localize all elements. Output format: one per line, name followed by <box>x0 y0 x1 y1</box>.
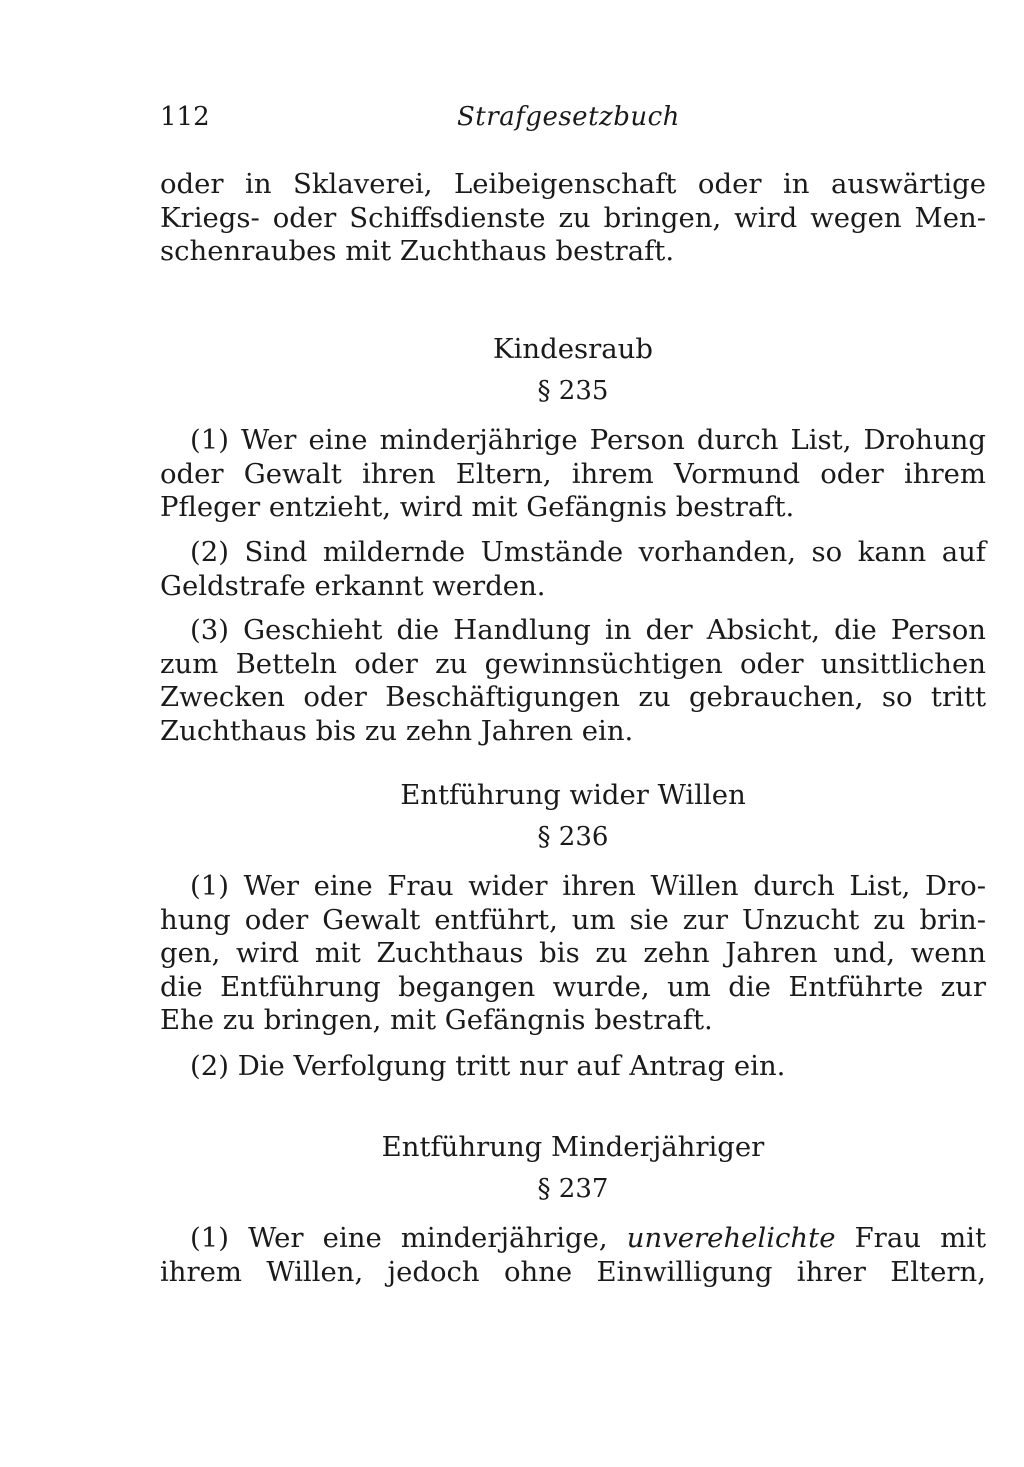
text-line: schenraubes mit Zuchthaus bestraft. <box>160 235 675 268</box>
text-line: Zuchthaus bis zu zehn Jahren ein. <box>160 714 634 747</box>
emphasized-word: unverehelichte <box>626 1222 836 1254</box>
text-line: hung oder Gewalt entführt, um sie zur Unzucht zu brin- <box>160 903 986 936</box>
text-line: Zwecken oder Beschäftigungen zu gebrauchen, so tritt <box>160 681 986 714</box>
text-line: ihrem Willen, jedoch ohne Einwilligung ihrer Eltern, <box>160 1255 986 1288</box>
text-line: (2) Sind mildernde Umstände vorhanden, so kann auf <box>190 536 986 568</box>
text-run: (1) Wer eine minderjährige, <box>190 1222 627 1254</box>
text-line: zum Betteln oder zu gewinnsüchtigen oder unsittlichen <box>160 647 986 680</box>
text-line: Kriegs- oder Schiffsdienste zu bringen, wird wegen Men- <box>160 201 986 234</box>
running-title: Strafgesetzbuch <box>457 102 680 132</box>
paragraph-235-1 <box>160 424 986 525</box>
text-line: Ehe zu bringen, mit Gefängnis bestraft. <box>160 1004 713 1037</box>
paragraph-235-2 <box>160 536 986 603</box>
section-number-236: § 236 <box>537 822 609 852</box>
running-header <box>160 100 986 134</box>
text-line: oder Gewalt ihren Eltern, ihrem Vormund oder ihrem <box>160 457 986 490</box>
section-number-237: § 237 <box>537 1174 609 1204</box>
section-heading-kindesraub: Kindesraub <box>493 333 653 365</box>
section-number-235: § 235 <box>537 376 609 406</box>
text-line: oder in Sklaverei, Leibeigenschaft oder in auswärtige <box>160 168 986 200</box>
text-line: Pfleger entzieht, wird mit Gefängnis bestraft. <box>160 491 795 524</box>
text-line: (1) Wer eine Frau wider ihren Willen durch List, Dro- <box>190 870 986 902</box>
text-line: (1) Wer eine minderjährige Person durch List, Drohung <box>190 424 986 456</box>
section-heading-entfuehrung-minderjaehriger: Entführung Minderjähriger <box>381 1131 765 1163</box>
section-heading-entfuehrung-wider-willen: Entführung wider Willen <box>400 779 746 811</box>
paragraph-235-3 <box>160 614 986 748</box>
text-line: Geldstrafe erkannt werden. <box>160 569 546 602</box>
text-line: (3) Geschieht die Handlung in der Absicht, die Person <box>190 614 986 646</box>
page-number: 112 <box>160 102 210 132</box>
text-run: Frau mit <box>835 1222 986 1254</box>
text-line <box>160 1222 986 1256</box>
text-line: (2) Die Verfolgung tritt nur auf Antrag ein. <box>190 1050 786 1082</box>
paragraph-237-1 <box>160 1222 986 1289</box>
paragraph-236-2 <box>160 1050 986 1084</box>
text-line: gen, wird mit Zuchthaus bis zu zehn Jahren und, wenn <box>160 937 986 970</box>
continued-paragraph <box>160 168 986 269</box>
paragraph-236-1 <box>160 870 986 1038</box>
text-line: die Entführung begangen wurde, um die Entführte zur <box>160 970 986 1003</box>
